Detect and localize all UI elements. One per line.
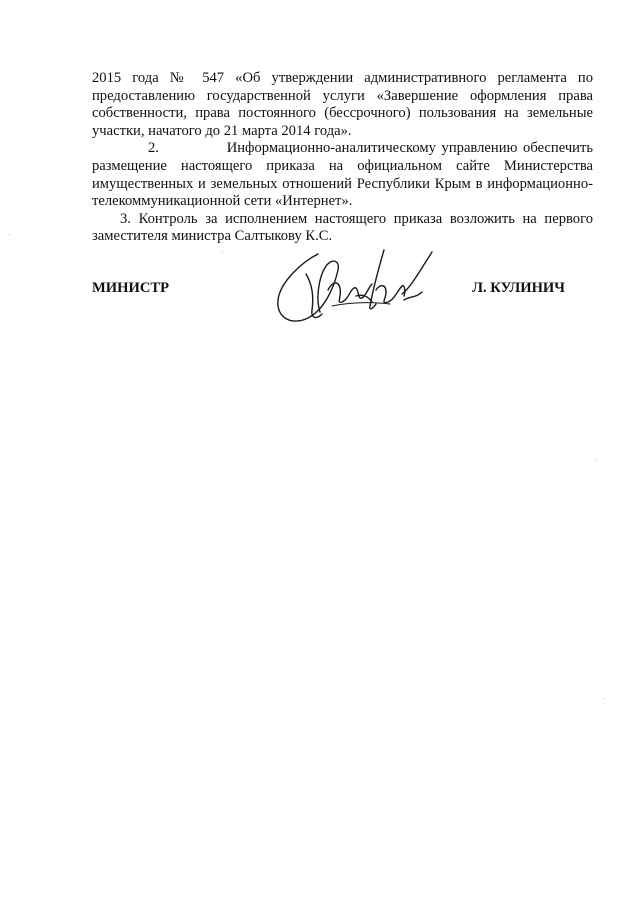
paragraph-item-3: 3. Контроль за исполнением настоящего приказа возложить на первого заместителя министра Салтыкову К.С. [92, 210, 593, 245]
item-2-number: 2. [148, 140, 159, 157]
signatory-role: МИНИСТР [92, 280, 170, 296]
scan-speck [604, 698, 605, 699]
signatory-name: Л. КУЛИНИЧ [472, 280, 565, 296]
scan-speck [596, 460, 597, 461]
scan-speck [9, 234, 10, 235]
item-2-text: Информационно-аналитическому управлению обеспечить размещение настоящего приказа на официальном сайте Министерства имущественных и земельных отношений Республики Крым в информационно-телекоммуникационной сети «Интернет». [92, 140, 594, 210]
handwritten-signature-icon [272, 244, 442, 330]
paragraph-continuation: 2015 года № 547 «Об утверждении административного регламента по предоставлению государственной услуги «Завершение оформления права собственности, права постоянного (бессрочного) пользования на земельные участки, начатого до 21 марта 2014 года». [92, 70, 593, 139]
document-body [92, 70, 593, 246]
scan-speck [222, 252, 223, 253]
paragraph-item-2 [92, 140, 593, 210]
